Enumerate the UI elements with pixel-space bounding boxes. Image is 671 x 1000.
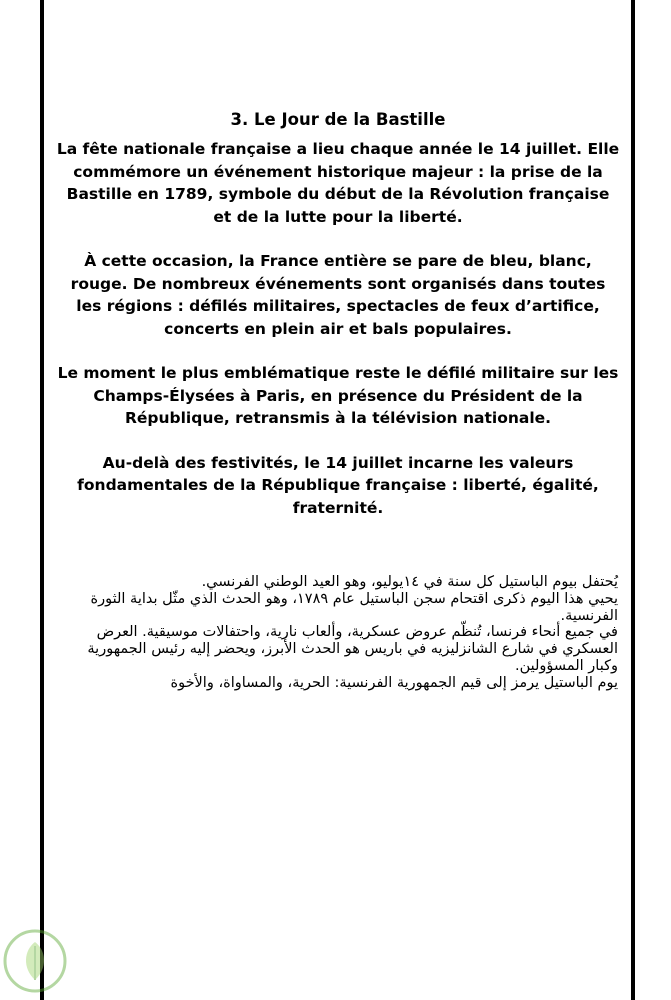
page-border-left: [40, 0, 44, 1000]
french-section: [56, 108, 620, 541]
arabic-paragraph-1: يُحتفل بيوم الباستيل كل سنة في ١٤يوليو، وهو العيد الوطني الفرنسي.: [201, 574, 618, 590]
leaf-logo-icon: [2, 928, 68, 994]
arabic-paragraph-3: في جميع أنحاء فرنسا، تُنظّم عروض عسكرية، وألعاب نارية، واحتفالات موسيقية. العرض العسكري في شارع الشانزليزيه في باريس هو الحدث الأبرز، ويحضر إليه رئيس الجمهورية وكبار المسؤولين.: [87, 624, 618, 674]
french-paragraph-4: Au-delà des festivités, le 14 juillet incarne les valeurs fondamentales de la République française : liberté, égalité, fraternité.: [77, 453, 599, 517]
arabic-section: [78, 574, 618, 692]
french-paragraph-2: À cette occasion, la France entière se pare de bleu, blanc, rouge. De nombreux événements sont organisés dans toutes les régions : défilés militaires, spectacles de feux d’artifice, concerts en plein air et bals populaires.: [70, 252, 606, 338]
arabic-paragraph-2: يحيي هذا اليوم ذكرى اقتحام سجن الباستيل عام ١٧٨٩، وهو الحدث الذي مثّل بداية الثورة الفرنسية.: [90, 590, 618, 624]
page-border-right: [631, 0, 635, 1000]
arabic-paragraph-4: يوم الباستيل يرمز إلى قيم الجمهورية الفرنسية: الحرية، والمساواة، والأخوة: [170, 674, 618, 691]
french-paragraph-1: La fête nationale française a lieu chaque année le 14 juillet. Elle commémore un événement historique majeur : la prise de la Bastille en 1789, symbole du début de la Révolution française et de la lutte pour la liberté.: [56, 140, 620, 226]
page-title: 3. Le Jour de la Bastille: [230, 110, 446, 129]
french-paragraph-3: Le moment le plus emblématique reste le défilé militaire sur les Champs-Élysées à Paris, en présence du Président de la République, retransmis à la télévision nationale.: [57, 364, 619, 427]
